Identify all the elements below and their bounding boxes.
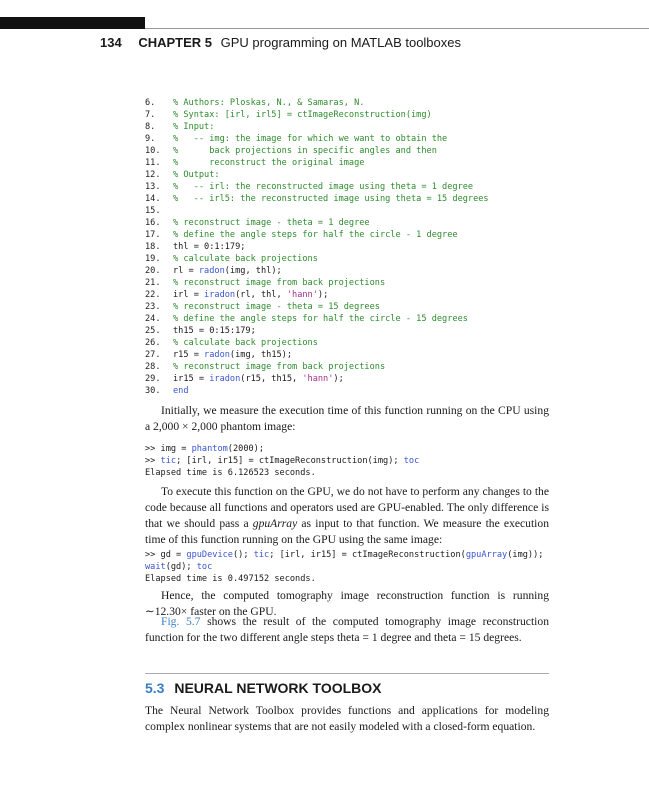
code-line — [145, 337, 489, 349]
paragraph-text: Hence, the computed tomography image reconstruction function is running ∼12.30× faster on the GPU. — [145, 589, 549, 618]
code-comment: % Input: — [173, 122, 215, 132]
code-comment: % calculate back projections — [173, 254, 318, 264]
line-number: 24. — [145, 314, 161, 324]
code-comment: % -- img: the image for which we want to obtain the — [173, 134, 448, 144]
line-number: 28. — [145, 362, 161, 372]
code-line — [145, 121, 489, 133]
line-number: 17. — [145, 230, 161, 240]
line-number: 20. — [145, 266, 161, 276]
code-comment: % Output: — [173, 170, 220, 180]
page-number: 134 — [100, 35, 122, 50]
code-comment: % -- irl5: the reconstructed image using theta = 15 degrees — [173, 194, 489, 204]
line-number: 13. — [145, 182, 161, 192]
code-line — [145, 385, 489, 397]
chapter-label: CHAPTER 5 — [138, 35, 213, 50]
code-token: >> — [145, 456, 161, 466]
code-function-token: radon — [198, 266, 225, 276]
snippet-line — [145, 573, 543, 585]
code-string: 'hann' — [286, 290, 318, 300]
code-line — [145, 325, 489, 337]
section-rule — [145, 673, 549, 674]
line-number: 29. — [145, 374, 161, 384]
snippet-line — [145, 561, 543, 573]
code-token: ; [irl, ir15] = ctImageReconstruction( — [269, 550, 466, 560]
line-number: 25. — [145, 326, 161, 336]
code-line — [145, 373, 489, 385]
code-token: (img, thl); — [224, 266, 282, 276]
code-line — [145, 181, 489, 193]
code-token: >> gd = — [145, 550, 187, 560]
code-comment: % reconstruct image from back projections — [173, 362, 386, 372]
code-token: (); — [232, 550, 254, 560]
code-function-token: gpuArray — [465, 550, 508, 560]
snippet-line — [145, 467, 419, 479]
code-comment: % back projections in specific angles and then — [173, 146, 437, 156]
code-token: ); — [333, 374, 344, 384]
section-number: 5.3 — [145, 680, 165, 696]
line-number: 8. — [145, 122, 156, 132]
code-token: th15 = 0:15:179; — [173, 326, 256, 336]
line-number: 12. — [145, 170, 161, 180]
code-comment: % -- irl: the reconstructed image using theta = 1 degree — [173, 182, 474, 192]
code-token: (r15, th15, — [240, 374, 303, 384]
line-number: 14. — [145, 194, 161, 204]
line-number: 11. — [145, 158, 161, 168]
cpu-code-snippet — [145, 443, 419, 479]
code-line — [145, 241, 489, 253]
code-function-token: gpuDevice — [186, 550, 233, 560]
line-number: 27. — [145, 350, 161, 360]
code-token: r15 = — [173, 350, 205, 360]
section-heading — [145, 680, 382, 696]
paragraph-cpu-intro — [145, 403, 549, 435]
code-line — [145, 157, 489, 169]
code-comment: % define the angle steps for half the circle - 15 degrees — [173, 314, 468, 324]
code-token: thl = 0:1:179; — [173, 242, 246, 252]
line-number: 16. — [145, 218, 161, 228]
code-comment: % Authors: Ploskas, N., & Samaras, N. — [173, 98, 365, 108]
code-line — [145, 277, 489, 289]
code-function-token: iradon — [209, 374, 241, 384]
code-line — [145, 301, 489, 313]
code-comment: % reconstruct the original image — [173, 158, 365, 168]
line-number: 23. — [145, 302, 161, 312]
line-number: 18. — [145, 242, 161, 252]
code-keyword: end — [173, 386, 189, 396]
gpu-code-snippet — [145, 549, 543, 585]
code-function-token: radon — [204, 350, 230, 360]
code-string: 'hann' — [302, 374, 334, 384]
code-token: (img)); — [507, 550, 544, 560]
code-line — [145, 313, 489, 325]
code-comment: % reconstruct image - theta = 1 degree — [173, 218, 370, 228]
line-number: 9. — [145, 134, 156, 144]
code-line — [145, 97, 489, 109]
code-line — [145, 109, 489, 121]
code-line — [145, 145, 489, 157]
code-comment: % reconstruct image - theta = 15 degrees — [173, 302, 380, 312]
code-function-token: phantom — [191, 444, 228, 454]
code-line — [145, 289, 489, 301]
line-number: 22. — [145, 290, 161, 300]
snippet-line — [145, 549, 543, 561]
header-rule — [145, 28, 649, 29]
snippet-line — [145, 443, 419, 455]
line-number: 6. — [145, 98, 156, 108]
code-line — [145, 217, 489, 229]
code-line — [145, 265, 489, 277]
code-token: ); — [317, 290, 329, 300]
line-number: 15. — [145, 206, 161, 216]
code-line — [145, 205, 489, 217]
paragraph-nn-intro — [145, 703, 549, 735]
code-token: ir15 = — [173, 374, 210, 384]
code-function-token: wait — [145, 562, 166, 572]
paragraph-gpu-intro — [145, 484, 549, 548]
code-token: >> img = — [145, 444, 192, 454]
code-function-token: toc — [403, 456, 420, 466]
code-comment: % calculate back projections — [173, 338, 318, 348]
code-comment: % reconstruct image from back projections — [173, 278, 386, 288]
code-token: (rl, thl, — [235, 290, 287, 300]
code-token: (img, th15); — [229, 350, 293, 360]
running-header — [100, 35, 461, 50]
code-token: (gd); — [165, 562, 197, 572]
code-line — [145, 229, 489, 241]
gpuarray-emphasis: gpuArray — [252, 517, 298, 530]
paragraph-text: To execute this function on the GPU, we do not have to perform any changes to the code because all functions and operators used are GPU-enabled. The only difference is that we should pass a gpuArray as input to that function. We measure the execution time of this function running on the GPU using the same image: — [145, 485, 549, 546]
code-line — [145, 133, 489, 145]
code-token: irl = — [173, 290, 205, 300]
code-token: (2000); — [227, 444, 265, 454]
code-function-token: toc — [196, 562, 213, 572]
code-function-token: tic — [160, 456, 177, 466]
code-token: rl = — [173, 266, 199, 276]
code-function-token: iradon — [204, 290, 236, 300]
section-title: NEURAL NETWORK TOOLBOX — [174, 680, 382, 696]
paragraph-text: Fig. 5.7 shows the result of the computed tomography image reconstruction function for the two different angle steps theta = 1 degree and theta = 15 degrees. — [145, 615, 549, 644]
code-token: Elapsed time is 0.497152 seconds. — [145, 574, 316, 584]
code-line — [145, 169, 489, 181]
code-listing — [145, 97, 489, 397]
chapter-title: GPU programming on MATLAB toolboxes — [220, 35, 462, 50]
code-token: Elapsed time is 6.126523 seconds. — [145, 468, 316, 478]
code-line — [145, 361, 489, 373]
snippet-line — [145, 455, 419, 467]
paragraph-text: Initially, we measure the execution time of this function running on the CPU using a 2,000 × 2,000 phantom image: — [145, 404, 549, 433]
header-bar — [0, 17, 145, 29]
paragraph-figure-ref — [145, 614, 549, 646]
paragraph-text: The Neural Network Toolbox provides functions and applications for modeling complex nonlinear systems that are not easily modeled with a closed-form equation. — [145, 704, 549, 733]
code-line — [145, 349, 489, 361]
line-number: 30. — [145, 386, 161, 396]
code-comment: % Syntax: [irl, irl5] = ctImageReconstruction(img) — [173, 110, 432, 120]
code-token: ; [irl, ir15] = ctImageReconstruction(img); — [176, 456, 404, 466]
code-comment: % define the angle steps for half the circle - 1 degree — [173, 230, 458, 240]
line-number: 7. — [145, 110, 156, 120]
line-number: 19. — [145, 254, 161, 264]
line-number: 21. — [145, 278, 161, 288]
line-number: 26. — [145, 338, 161, 348]
line-number: 10. — [145, 146, 161, 156]
code-line — [145, 253, 489, 265]
code-line — [145, 193, 489, 205]
figure-link[interactable]: Fig. 5.7 — [161, 615, 201, 628]
code-function-token: tic — [253, 550, 270, 560]
